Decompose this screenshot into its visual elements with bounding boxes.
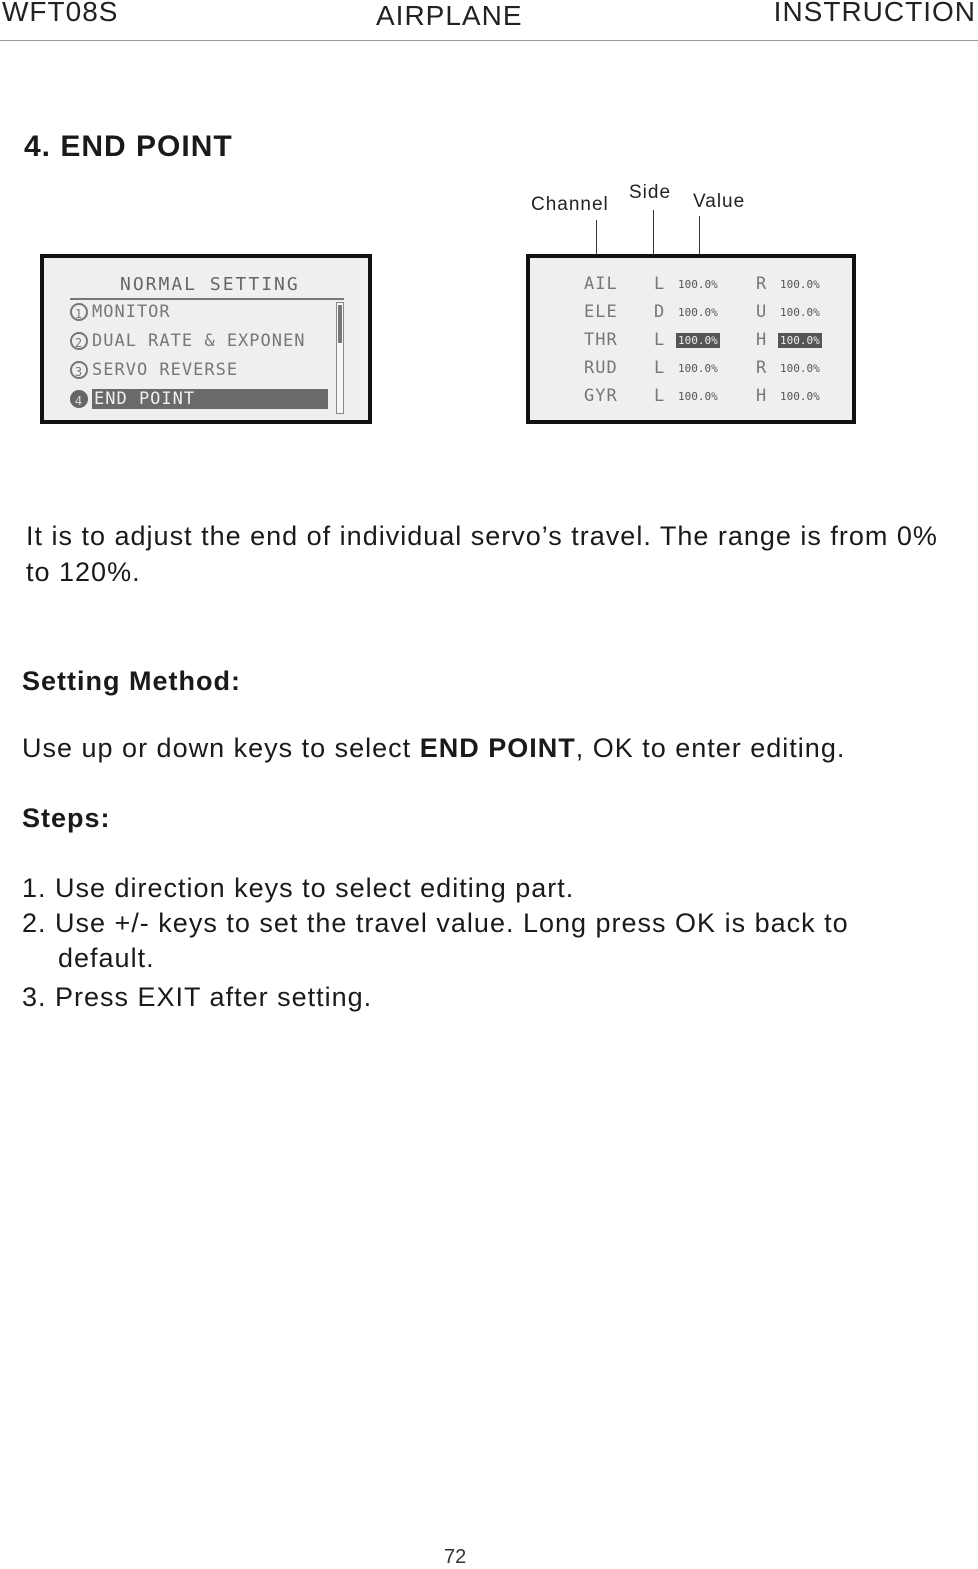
callout-channel: Channel: [531, 194, 609, 215]
section-title: 4. END POINT: [24, 130, 233, 163]
steps-heading: Steps:: [22, 803, 111, 833]
step-2-continued: default.: [58, 943, 155, 973]
channel-name: RUD: [584, 358, 618, 378]
right-value: 100.0%: [780, 362, 820, 375]
left-value: 100.0%: [678, 278, 718, 291]
endpoint-row: [530, 358, 852, 386]
right-side-label: U: [756, 302, 767, 322]
channel-name: GYR: [584, 386, 618, 406]
step-3: 3. Press EXIT after setting.: [22, 982, 373, 1012]
menu-item-label: MONITOR: [92, 302, 171, 322]
setting-method-pre: Use up or down keys to select: [22, 733, 420, 763]
setting-method-text: [22, 733, 845, 764]
lcd-menu-screen: [40, 254, 372, 424]
right-value: 100.0%: [780, 390, 820, 403]
right-side-label: R: [756, 274, 767, 294]
right-value: 100.0%: [780, 278, 820, 291]
left-side-label: D: [654, 302, 665, 322]
menu-item-servo-reverse: [70, 360, 334, 386]
callout-value: Value: [693, 191, 746, 212]
menu-item-monitor: [70, 302, 334, 328]
right-side-label: H: [756, 386, 767, 406]
channel-name: THR: [584, 330, 618, 350]
step-2: 2. Use +/- keys to set the travel value. Long press OK is back to: [22, 908, 849, 938]
left-side-label: L: [654, 330, 665, 350]
setting-method-heading: Setting Method:: [22, 666, 241, 696]
menu-item-number: 2: [70, 332, 88, 350]
left-value: 100.0%: [678, 390, 718, 403]
header-model: WFT08S: [2, 0, 119, 27]
right-value: 100.0%: [780, 334, 820, 347]
menu-item-dual-rate: [70, 331, 334, 357]
endpoint-row: [530, 302, 852, 330]
menu-item-label: DUAL RATE & EXPONEN: [92, 331, 306, 351]
menu-item-label: END POINT: [92, 389, 328, 409]
left-side-label: L: [654, 358, 665, 378]
menu-title: NORMAL SETTING: [120, 274, 300, 295]
endpoint-row: [530, 386, 852, 414]
right-value: 100.0%: [780, 306, 820, 319]
endpoint-row: [530, 274, 852, 302]
left-value: 100.0%: [678, 306, 718, 319]
header-doc-type: INSTRUCTION: [773, 0, 976, 27]
left-value: 100.0%: [678, 362, 718, 375]
endpoint-row-selected: [530, 330, 852, 358]
menu-item-label: SERVO REVERSE: [92, 360, 239, 380]
description-paragraph: It is to adjust the end of individual servo’s travel. The range is from 0% to 120%.: [26, 521, 938, 587]
setting-method-keyword: END POINT: [419, 733, 576, 763]
menu-item-number: 3: [70, 361, 88, 379]
left-side-label: L: [654, 386, 665, 406]
page-number: 72: [444, 1546, 467, 1568]
left-value: 100.0%: [678, 334, 718, 347]
setting-method-post: , OK to enter editing.: [575, 733, 846, 763]
menu-item-number: 4: [70, 390, 88, 408]
menu-item-number: 1: [70, 303, 88, 321]
step-1: 1. Use direction keys to select editing part.: [22, 873, 575, 903]
menu-item-end-point: [70, 389, 334, 415]
header-rule: [0, 40, 978, 41]
left-side-label: L: [654, 274, 665, 294]
header-section: AIRPLANE: [376, 0, 523, 31]
right-side-label: R: [756, 358, 767, 378]
menu-scrollbar: [336, 302, 344, 414]
channel-name: ELE: [584, 302, 618, 322]
channel-name: AIL: [584, 274, 618, 294]
right-side-label: H: [756, 330, 767, 350]
menu-divider: [70, 298, 344, 300]
lcd-end-point-screen: [526, 254, 856, 424]
callout-side: Side: [629, 182, 672, 203]
menu-scrollbar-thumb: [338, 305, 342, 343]
